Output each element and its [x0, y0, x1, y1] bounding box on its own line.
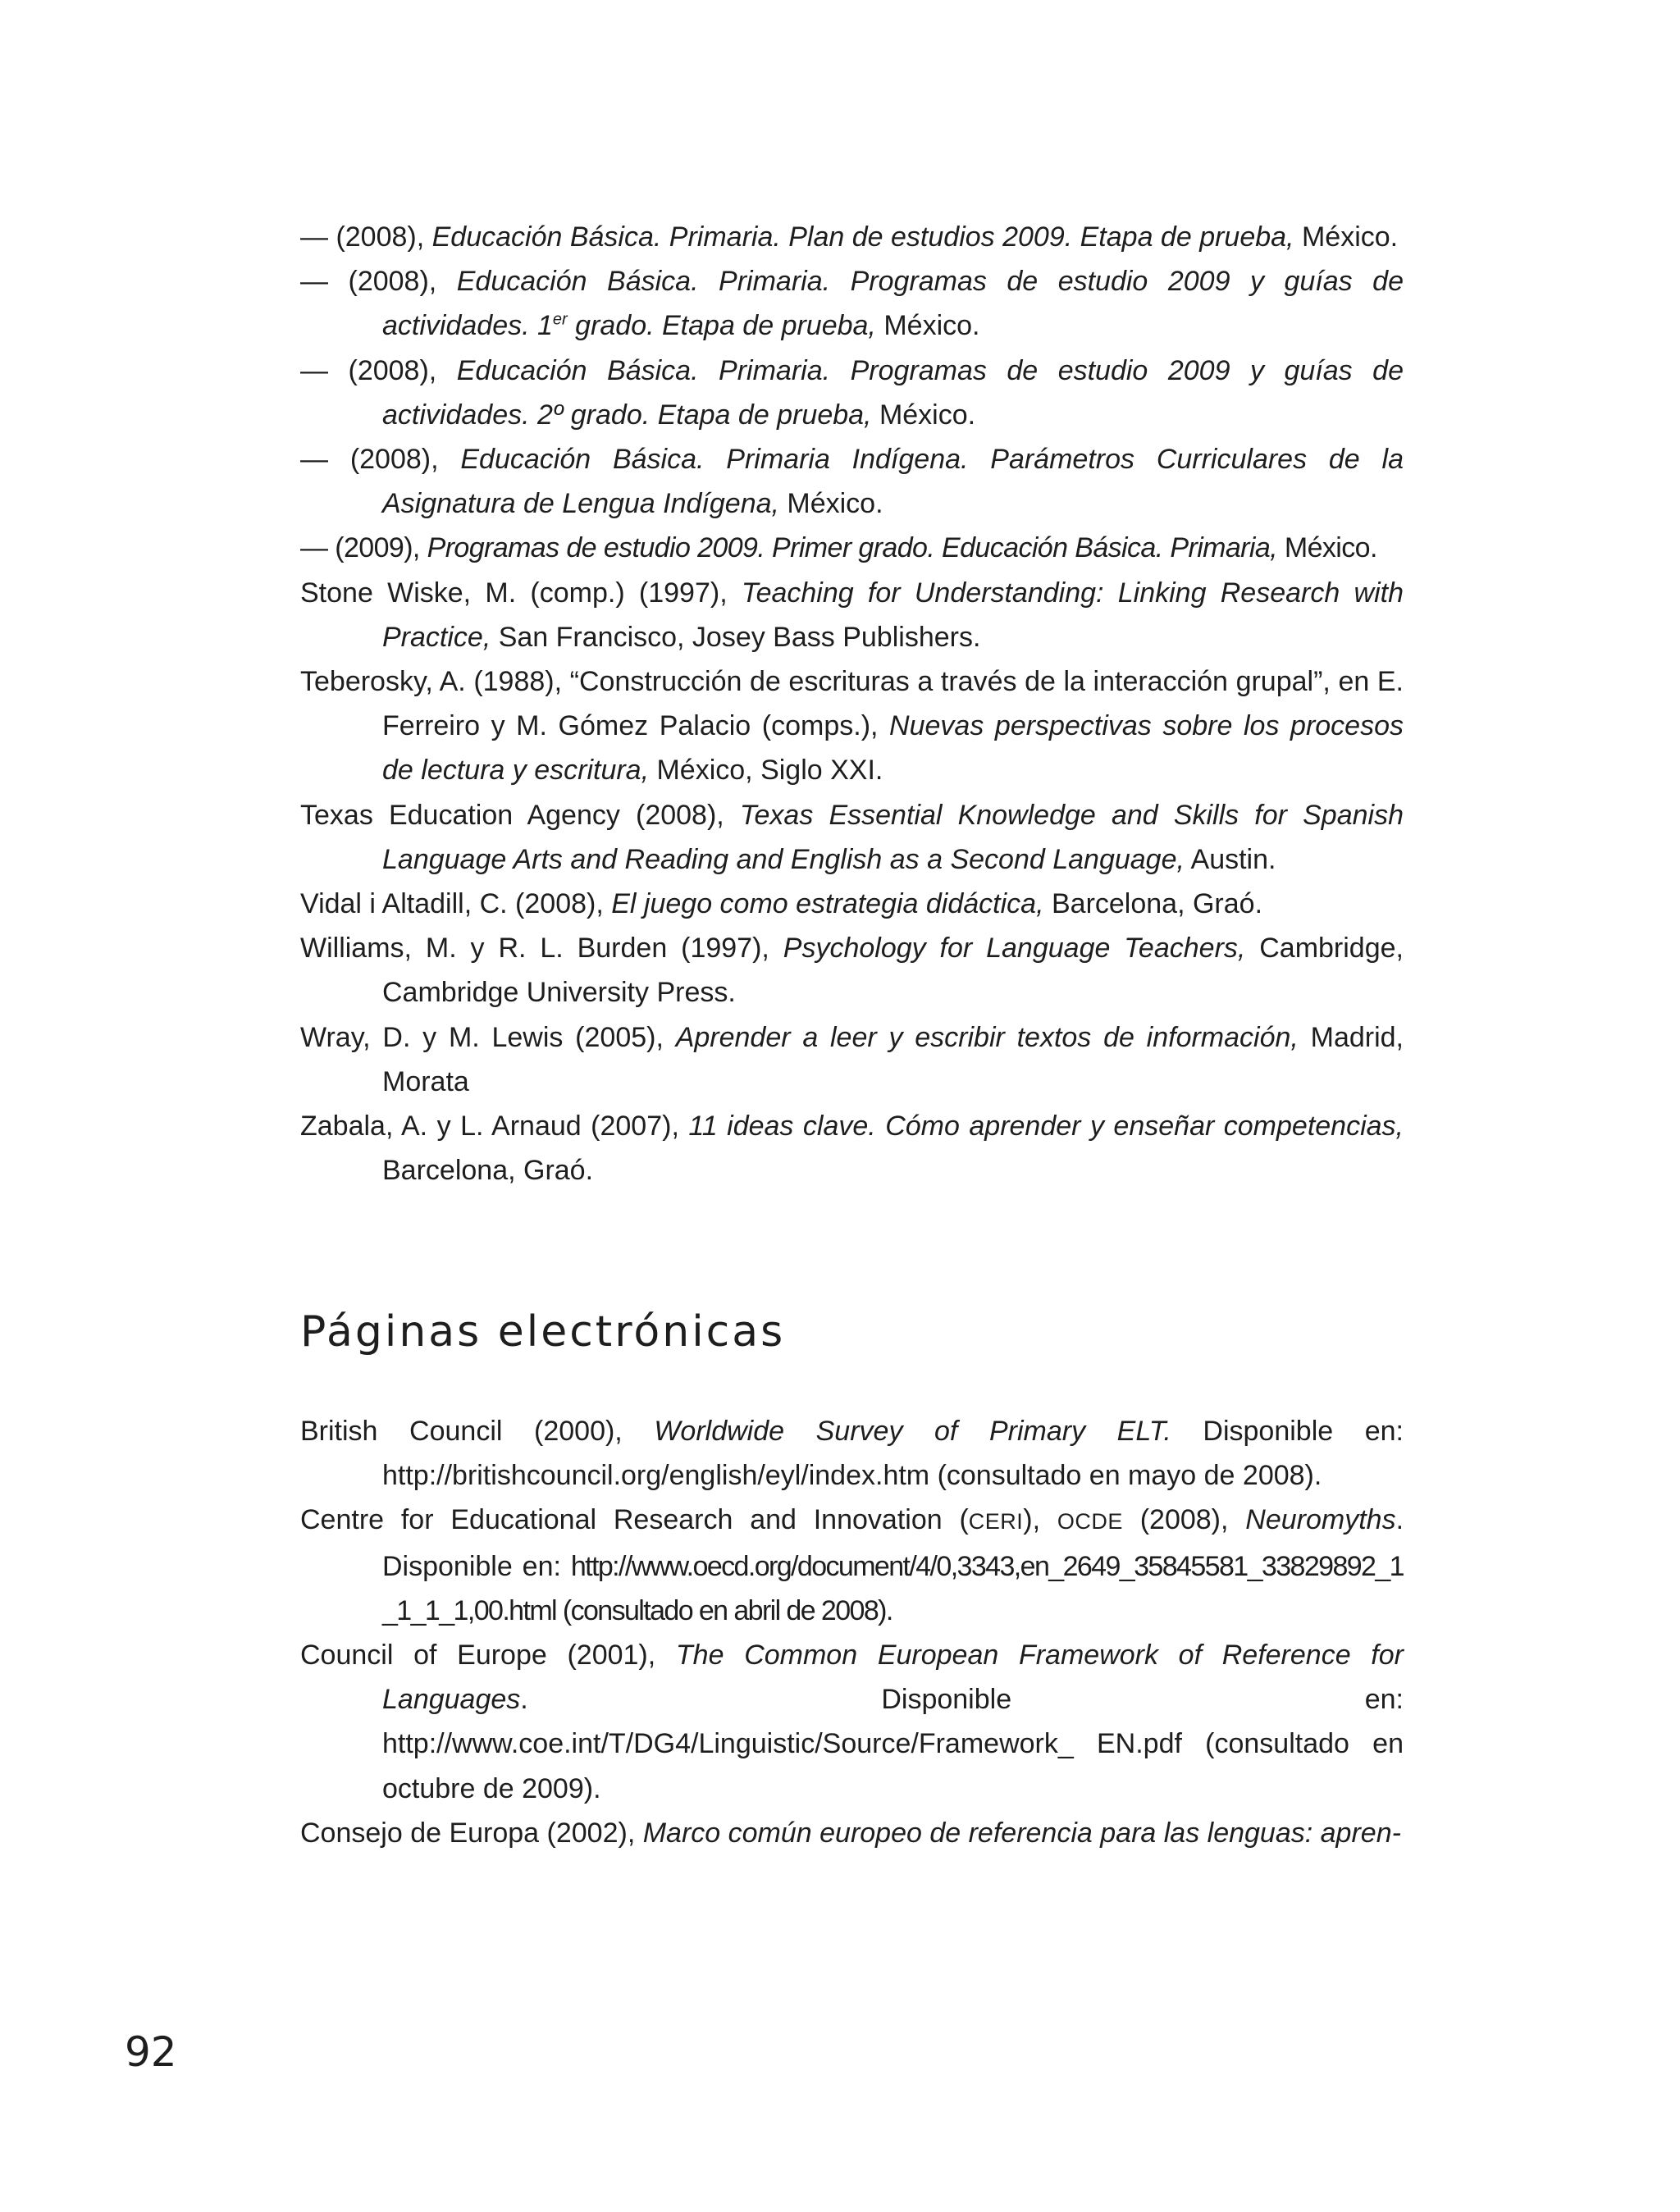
ref-availability: Disponible en: http://britishcouncil.org/english/eyl/index.htm (consultado en mayo de 2008). [382, 1416, 1404, 1492]
ref-author: Council of Europe (2001), [300, 1640, 676, 1672]
ref-title: Teaching for Understanding: Linking Research with Practice, [382, 577, 1404, 653]
section-heading: Páginas electrónicas [300, 1307, 786, 1357]
ref-title: 11 ideas clave. Cómo aprender y enseñar competencias, [688, 1111, 1404, 1142]
ref-separator: ), [1023, 1504, 1057, 1536]
ref-title: Nuevas perspectivas sobre los procesos de lectura y escritura, [382, 710, 1404, 787]
ref-title: Psychology for Language Teachers, [783, 933, 1246, 965]
reference-entry [300, 1409, 1404, 1498]
reference-entry [300, 259, 1404, 348]
ref-publisher: México. [871, 399, 976, 431]
ref-author: — (2008), [300, 266, 457, 298]
ref-publisher: México. [1277, 532, 1377, 564]
ref-title: Worldwide Survey of Primary ELT. [654, 1416, 1171, 1447]
electronic-references-list [300, 1409, 1404, 1855]
ref-year: (2008), [1122, 1504, 1246, 1536]
ref-publisher: México. [1294, 221, 1399, 253]
reference-entry [300, 793, 1404, 882]
ref-author: — (2008), [300, 444, 461, 476]
reference-entry [300, 215, 1404, 259]
ref-author: Wray, D. y M. Lewis (2005), [300, 1021, 676, 1053]
ref-author: British Council (2000), [300, 1416, 655, 1447]
ref-title: Programas de estudio 2009. Primer grado. Educación Básica. Primaria, [427, 532, 1278, 564]
ref-title: Educación Básica. Primaria. Programas de estudio 2009 y guías de actividades. 1 [382, 266, 1404, 342]
reference-entry [300, 526, 1404, 570]
ref-author: Zabala, A. y L. Arnaud (2007), [300, 1111, 689, 1142]
ref-title: Educación Básica. Primaria Indígena. Parámetros Curriculares de la Asignatura de Lengua Indígena, [382, 444, 1404, 520]
ref-publisher: Madrid, Morata [382, 1021, 1404, 1097]
ref-publisher: México. [875, 310, 980, 342]
ref-availability: . Disponible en: http://www.coe.int/T/DG4/Linguistic/Source/Framework_ EN.pdf (consultado en octubre de 2009). [382, 1684, 1404, 1804]
ref-abbreviation: CERI [968, 1509, 1024, 1535]
ref-title-cont: grado. Etapa de prueba, [567, 310, 876, 342]
ref-publisher: Barcelona, Graó. [1043, 888, 1263, 920]
ref-title: Neuromyths [1245, 1504, 1396, 1536]
ref-title: The Common European Framework of Reference for Languages [382, 1640, 1404, 1716]
ref-author: — (2008), [300, 354, 457, 386]
ref-title: Texas Essential Knowledge and Skills for Spanish Language Arts and Reading and English as a Second Language, [382, 799, 1404, 875]
ref-publisher: México, Siglo XXI. [649, 755, 883, 787]
reference-entry [300, 437, 1404, 526]
reference-entry [300, 1811, 1404, 1855]
ref-author: — (2008), [300, 221, 432, 253]
ref-superscript: er [552, 311, 568, 330]
reference-entry [300, 1015, 1404, 1104]
reference-entry [300, 1498, 1404, 1633]
ref-author: Texas Education Agency (2008), [300, 799, 740, 831]
ref-title: El juego como estrategia didáctica, [611, 888, 1044, 920]
ref-title: Educación Básica. Primaria. Plan de estudios 2009. Etapa de prueba, [431, 221, 1294, 253]
ref-url: http://www.oecd.org/document/4/0,3343,en_2649_35845581_33829892_1 _1_1_1,00.html (consultado en abril de 2008). [382, 1550, 1404, 1626]
reference-entry [300, 882, 1404, 926]
ref-author: Teberosky, A. (1988), “Construcción de escrituras a través de la interacción grupal”, en E. Ferreiro y M. Gómez Palacio (comps.), [300, 666, 1404, 742]
ref-title: Educación Básica. Primaria. Programas de estudio 2009 y guías de actividades. 2º grado. Etapa de prueba, [382, 354, 1404, 431]
ref-publisher: San Francisco, Josey Bass Publishers. [491, 621, 981, 653]
ref-author: Centre for Educational Research and Innovation ( [300, 1504, 969, 1536]
ref-author: — (2009), [300, 532, 427, 564]
reference-entry [300, 571, 1404, 659]
ref-author: Williams, M. y R. L. Burden (1997), [300, 933, 783, 965]
ref-title: Aprender a leer y escribir textos de información, [675, 1021, 1299, 1053]
ref-author: Consejo de Europa (2002), [300, 1817, 643, 1849]
ref-author: Stone Wiske, M. (comp.) (1997), [300, 577, 742, 609]
ref-publisher: Barcelona, Graó. [382, 1155, 594, 1187]
reference-entry [300, 659, 1404, 793]
ref-publisher: México. [778, 488, 883, 520]
ref-publisher: Austin. [1184, 843, 1276, 875]
ref-author: Vidal i Altadill, C. (2008), [300, 888, 612, 920]
page-number: 92 [125, 2028, 177, 2076]
reference-entry [300, 926, 1404, 1015]
ref-publisher: Cambridge, Cambridge University Press. [382, 933, 1404, 1009]
reference-entry [300, 1633, 1404, 1811]
ref-title: Marco común europeo de referencia para las lenguas: apren- [642, 1817, 1401, 1849]
reference-entry [300, 1104, 1404, 1193]
ref-abbreviation: OCDE [1057, 1509, 1123, 1535]
reference-entry [300, 349, 1404, 437]
ref-availability: . Disponible en: [382, 1504, 1404, 1582]
references-list [300, 215, 1404, 1193]
